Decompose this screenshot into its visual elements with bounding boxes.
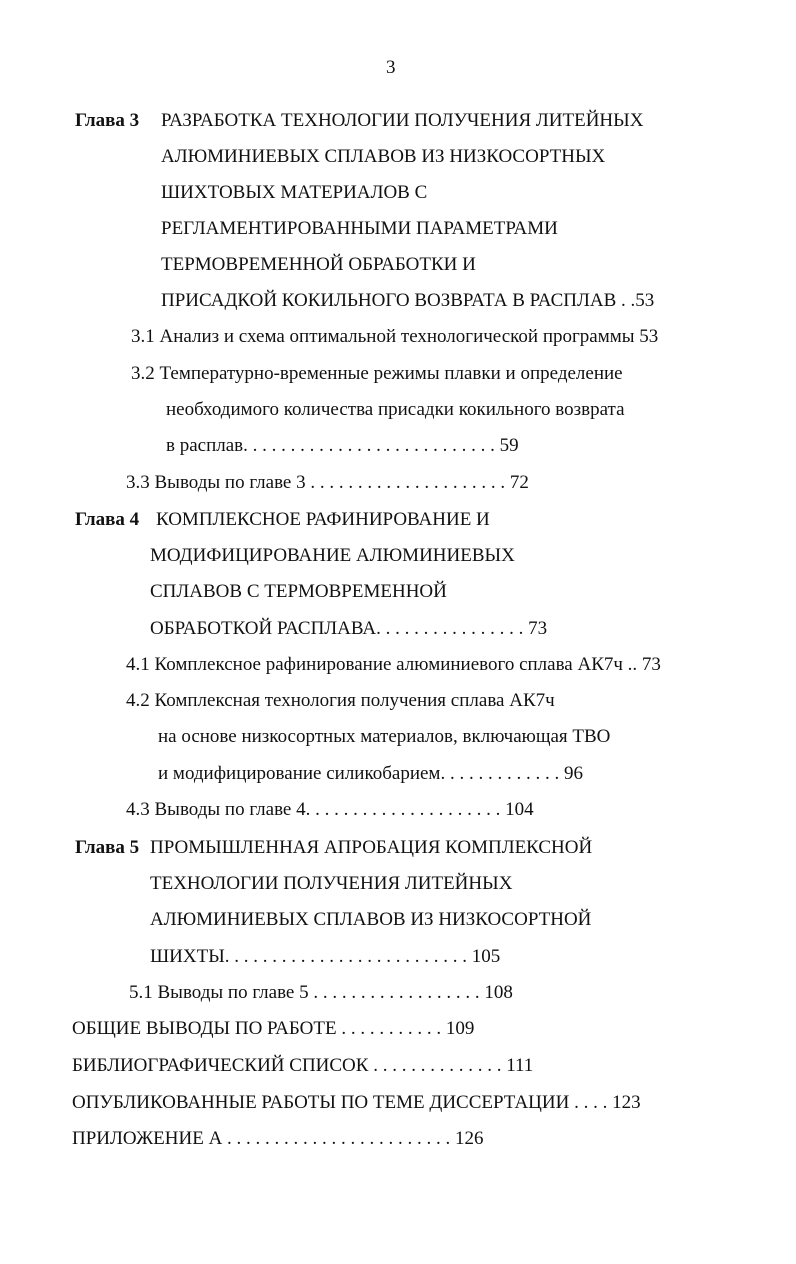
section-4-2-line-2: на основе низкосортных материалов, включающая ТВО — [158, 726, 611, 747]
chapter-3-title-line-1: РАЗРАБОТКА ТЕХНОЛОГИИ ПОЛУЧЕНИЯ ЛИТЕЙНЫХ — [161, 110, 644, 131]
appendix-a: ПРИЛОЖЕНИЕ А . . . . . . . . . . . . . . . . . . . . . . . . 126 — [72, 1128, 484, 1149]
section-4-1: 4.1 Комплексное рафинирование алюминиевого сплава АК7ч .. 73 — [126, 654, 661, 675]
section-4-2-line-3: и модифицирование силикобарием. . . . . . . . . . . . . 96 — [158, 763, 583, 784]
chapter-5-title-line-1: ПРОМЫШЛЕННАЯ АПРОБАЦИЯ КОМПЛЕКСНОЙ — [150, 837, 593, 858]
chapter-5-title-line-4: ШИХТЫ. . . . . . . . . . . . . . . . . . . . . . . . . . 105 — [150, 946, 501, 967]
general-conclusions: ОБЩИЕ ВЫВОДЫ ПО РАБОТЕ . . . . . . . . . . . 109 — [72, 1018, 475, 1039]
section-5-1: 5.1 Выводы по главе 5 . . . . . . . . . . . . . . . . . . 108 — [129, 982, 513, 1003]
bibliography: БИБЛИОГРАФИЧЕСКИЙ СПИСОК . . . . . . . . . . . . . . 111 — [72, 1055, 534, 1076]
section-4-2-line-1: 4.2 Комплексная технология получения сплава АК7ч — [126, 690, 555, 711]
page-number: 3 — [386, 57, 396, 78]
chapter-3-title-line-5: ТЕРМОВРЕМЕННОЙ ОБРАБОТКИ И — [161, 254, 476, 275]
section-4-3: 4.3 Выводы по главе 4. . . . . . . . . . . . . . . . . . . . . 104 — [126, 799, 534, 820]
chapter-5-title-line-2: ТЕХНОЛОГИИ ПОЛУЧЕНИЯ ЛИТЕЙНЫХ — [150, 873, 513, 894]
chapter-3-title-line-2: АЛЮМИНИЕВЫХ СПЛАВОВ ИЗ НИЗКОСОРТНЫХ — [161, 146, 606, 167]
chapter-3-label: Глава 3 — [75, 110, 140, 131]
chapter-3-title-line-6: ПРИСАДКОЙ КОКИЛЬНОГО ВОЗВРАТА В РАСПЛАВ . .53 — [161, 290, 655, 311]
chapter-4-title-line-3: СПЛАВОВ С ТЕРМОВРЕМЕННОЙ — [150, 581, 447, 602]
chapter-3-title-line-4: РЕГЛАМЕНТИРОВАННЫМИ ПАРАМЕТРАМИ — [161, 218, 558, 239]
section-3-3: 3.3 Выводы по главе 3 . . . . . . . . . . . . . . . . . . . . . 72 — [126, 472, 529, 493]
chapter-4-title-line-1: КОМПЛЕКСНОЕ РАФИНИРОВАНИЕ И — [156, 509, 490, 530]
chapter-4-title-line-2: МОДИФИЦИРОВАНИЕ АЛЮМИНИЕВЫХ — [150, 545, 515, 566]
section-3-2-line-2: необходимого количества присадки кокильного возврата — [166, 399, 625, 420]
chapter-4-title-line-4: ОБРАБОТКОЙ РАСПЛАВА. . . . . . . . . . . . . . . . 73 — [150, 618, 548, 639]
chapter-4-label: Глава 4 — [75, 509, 140, 530]
section-3-2-line-1: 3.2 Температурно-временные режимы плавки и определение — [131, 363, 623, 384]
publications: ОПУБЛИКОВАННЫЕ РАБОТЫ ПО ТЕМЕ ДИССЕРТАЦИИ . . . . 123 — [72, 1092, 641, 1113]
section-3-1: 3.1 Анализ и схема оптимальной технологической программы 53 — [131, 326, 659, 347]
chapter-5-title-line-3: АЛЮМИНИЕВЫХ СПЛАВОВ ИЗ НИЗКОСОРТНОЙ — [150, 909, 592, 930]
section-3-2-line-3: в расплав. . . . . . . . . . . . . . . . . . . . . . . . . . . 59 — [166, 435, 519, 456]
chapter-3-title-line-3: ШИХТОВЫХ МАТЕРИАЛОВ С — [161, 182, 428, 203]
chapter-5-label: Глава 5 — [75, 837, 140, 858]
